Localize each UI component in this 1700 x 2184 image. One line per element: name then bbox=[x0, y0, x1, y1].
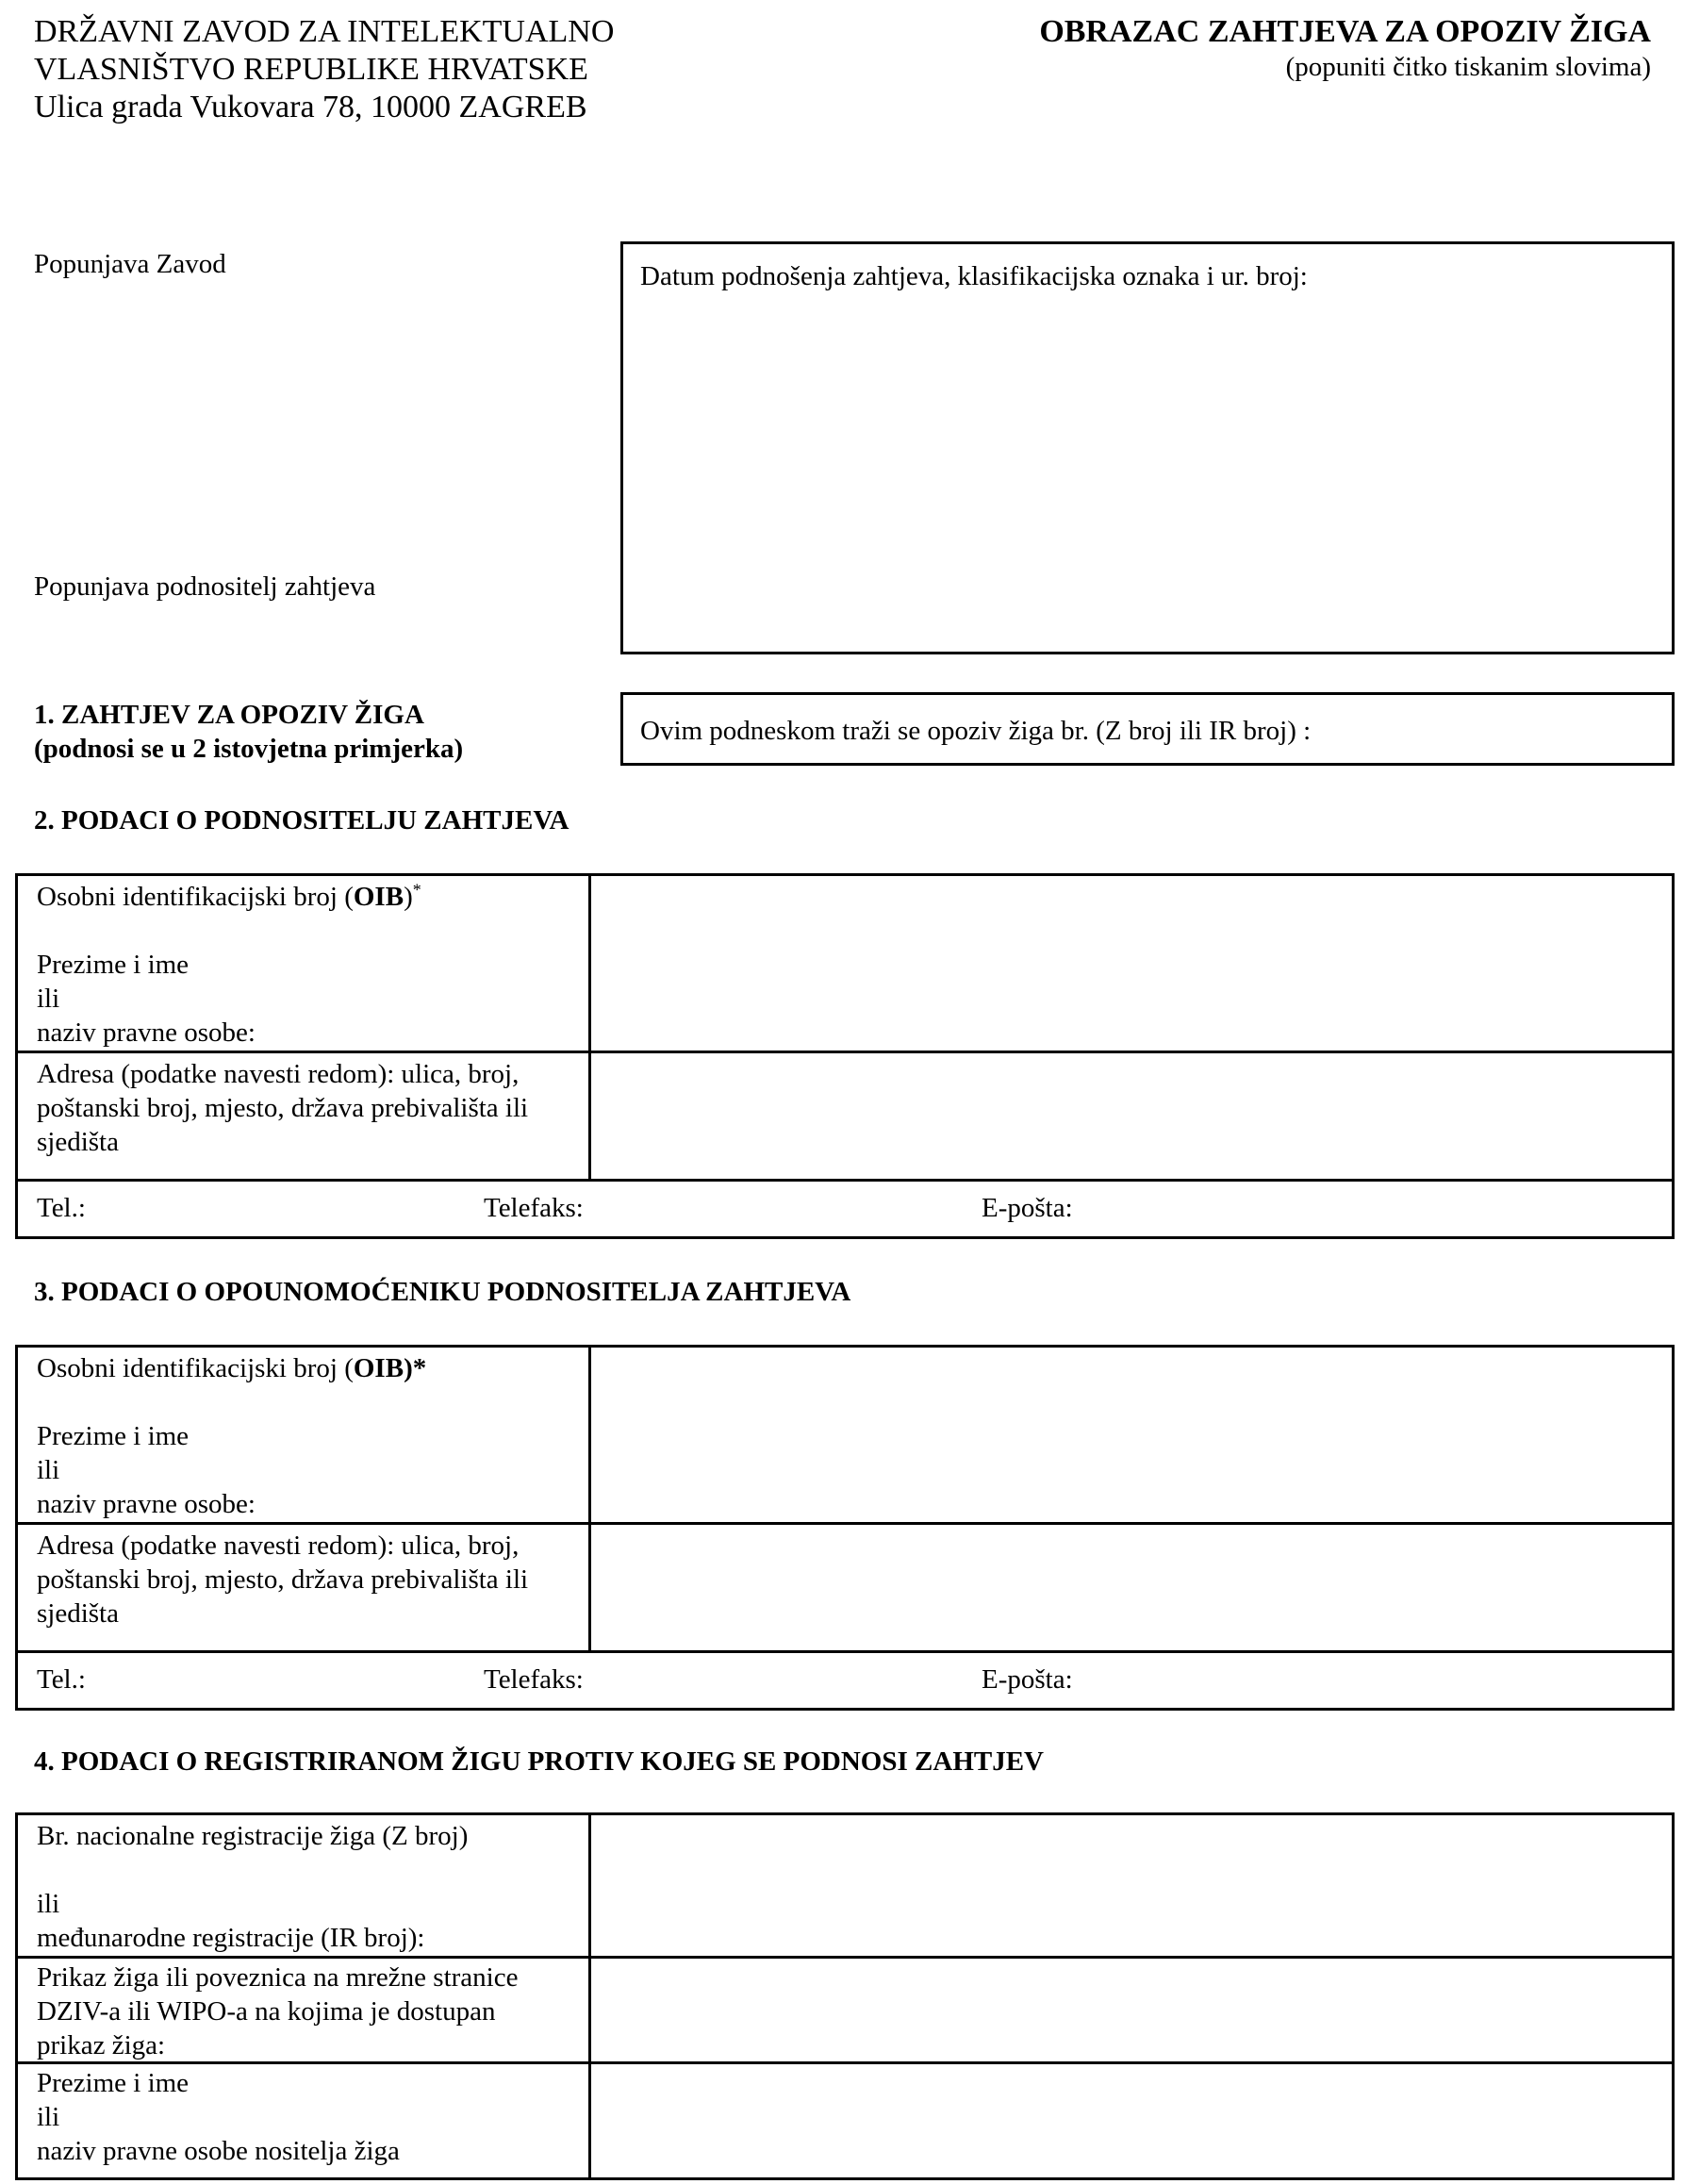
representative-email-label: E-pošta: bbox=[982, 1664, 1073, 1695]
trademark-owner-label: Prezime i ime ili naziv pravne osobe nositelja žiga bbox=[18, 2064, 591, 2177]
representative-identity-row bbox=[18, 1348, 1672, 1525]
applicant-address-row bbox=[18, 1053, 1672, 1182]
trademark-owner-field[interactable] bbox=[591, 2064, 1672, 2177]
applicant-identity-label: Osobni identifikacijski broj (OIB)* Prezime i ime ili naziv pravne osobe: bbox=[18, 876, 591, 1051]
form-title-block bbox=[1039, 13, 1651, 83]
trademark-registration-label: Br. nacionalne registracije žiga (Z broj) ili međunarodne registracije (IR broj): bbox=[18, 1815, 591, 1956]
trademark-display-field[interactable] bbox=[591, 1959, 1672, 2061]
section4-title: 4. PODACI O REGISTRIRANOM ŽIGU PROTIV KOJEG SE PODNOSI ZAHTJEV bbox=[34, 1746, 1045, 1777]
trademark-display-row bbox=[18, 1959, 1672, 2064]
office-address-line: Ulica grada Vukovara 78, 10000 ZAGREB bbox=[34, 90, 587, 124]
office-use-label: Popunjava Zavod bbox=[34, 249, 226, 279]
revocation-mark-number-box[interactable] bbox=[620, 692, 1675, 766]
trademark-owner-row bbox=[18, 2064, 1672, 2177]
applicant-address-label: Adresa (podatke navesti redom): ulica, broj, poštanski broj, mjesto, država prebivališta ili sjedišta bbox=[18, 1053, 591, 1179]
section1-heading bbox=[34, 698, 463, 766]
form-subtitle: (popuniti čitko tiskanim slovima) bbox=[1285, 52, 1651, 82]
section3-title: 3. PODACI O OPOUNOMOĆENIKU PODNOSITELJA ZAHTJEVA bbox=[34, 1277, 851, 1307]
revocation-mark-number-label: Ovim podneskom traži se opoziv žiga br. (Z broj ili IR broj) : bbox=[640, 716, 1312, 746]
applicant-identity-row bbox=[18, 876, 1672, 1053]
trademark-display-label: Prikaz žiga ili poveznica na mrežne stranice DZIV-a ili WIPO-a na kojima je dostupan prikaz žiga: bbox=[18, 1959, 591, 2061]
representative-fax-label: Telefaks: bbox=[484, 1664, 584, 1695]
applicant-tel-label: Tel.: bbox=[37, 1193, 86, 1223]
applicant-fills-label: Popunjava podnositelj zahtjeva bbox=[34, 571, 376, 602]
office-address-block bbox=[34, 13, 614, 126]
office-name-line1: DRŽAVNI ZAVOD ZA INTELEKTUALNO bbox=[34, 14, 615, 49]
applicant-table bbox=[15, 873, 1675, 1239]
representative-address-row bbox=[18, 1525, 1672, 1653]
trademark-registration-row bbox=[18, 1815, 1672, 1959]
section1-subtitle: (podnosi se u 2 istovjetna primjerka) bbox=[34, 734, 464, 764]
trademark-registration-field[interactable] bbox=[591, 1815, 1672, 1956]
applicant-email-label: E-pošta: bbox=[982, 1193, 1073, 1223]
office-use-box[interactable] bbox=[620, 241, 1675, 654]
representative-table bbox=[15, 1345, 1675, 1711]
section2-title: 2. PODACI O PODNOSITELJU ZAHTJEVA bbox=[34, 805, 569, 836]
trademark-table bbox=[15, 1812, 1675, 2180]
representative-contact-row[interactable] bbox=[18, 1653, 1672, 1708]
representative-identity-label: Osobni identifikacijski broj (OIB)* Prezime i ime ili naziv pravne osobe: bbox=[18, 1348, 591, 1522]
applicant-identity-field[interactable] bbox=[591, 876, 1672, 1051]
applicant-contact-row[interactable] bbox=[18, 1182, 1672, 1236]
section1-title: 1. ZAHTJEV ZA OPOZIV ŽIGA bbox=[34, 700, 424, 730]
applicant-fax-label: Telefaks: bbox=[484, 1193, 584, 1223]
representative-address-label: Adresa (podatke navesti redom): ulica, broj, poštanski broj, mjesto, država prebivališta ili sjedišta bbox=[18, 1525, 591, 1650]
form-title: OBRAZAC ZAHTJEVA ZA OPOZIV ŽIGA bbox=[1039, 14, 1651, 49]
office-use-box-text: Datum podnošenja zahtjeva, klasifikacijska oznaka i ur. broj: bbox=[640, 261, 1308, 291]
representative-address-field[interactable] bbox=[591, 1525, 1672, 1650]
office-name-line2: VLASNIŠTVO REPUBLIKE HRVATSKE bbox=[34, 52, 588, 87]
representative-tel-label: Tel.: bbox=[37, 1664, 86, 1695]
representative-identity-field[interactable] bbox=[591, 1348, 1672, 1522]
applicant-address-field[interactable] bbox=[591, 1053, 1672, 1179]
